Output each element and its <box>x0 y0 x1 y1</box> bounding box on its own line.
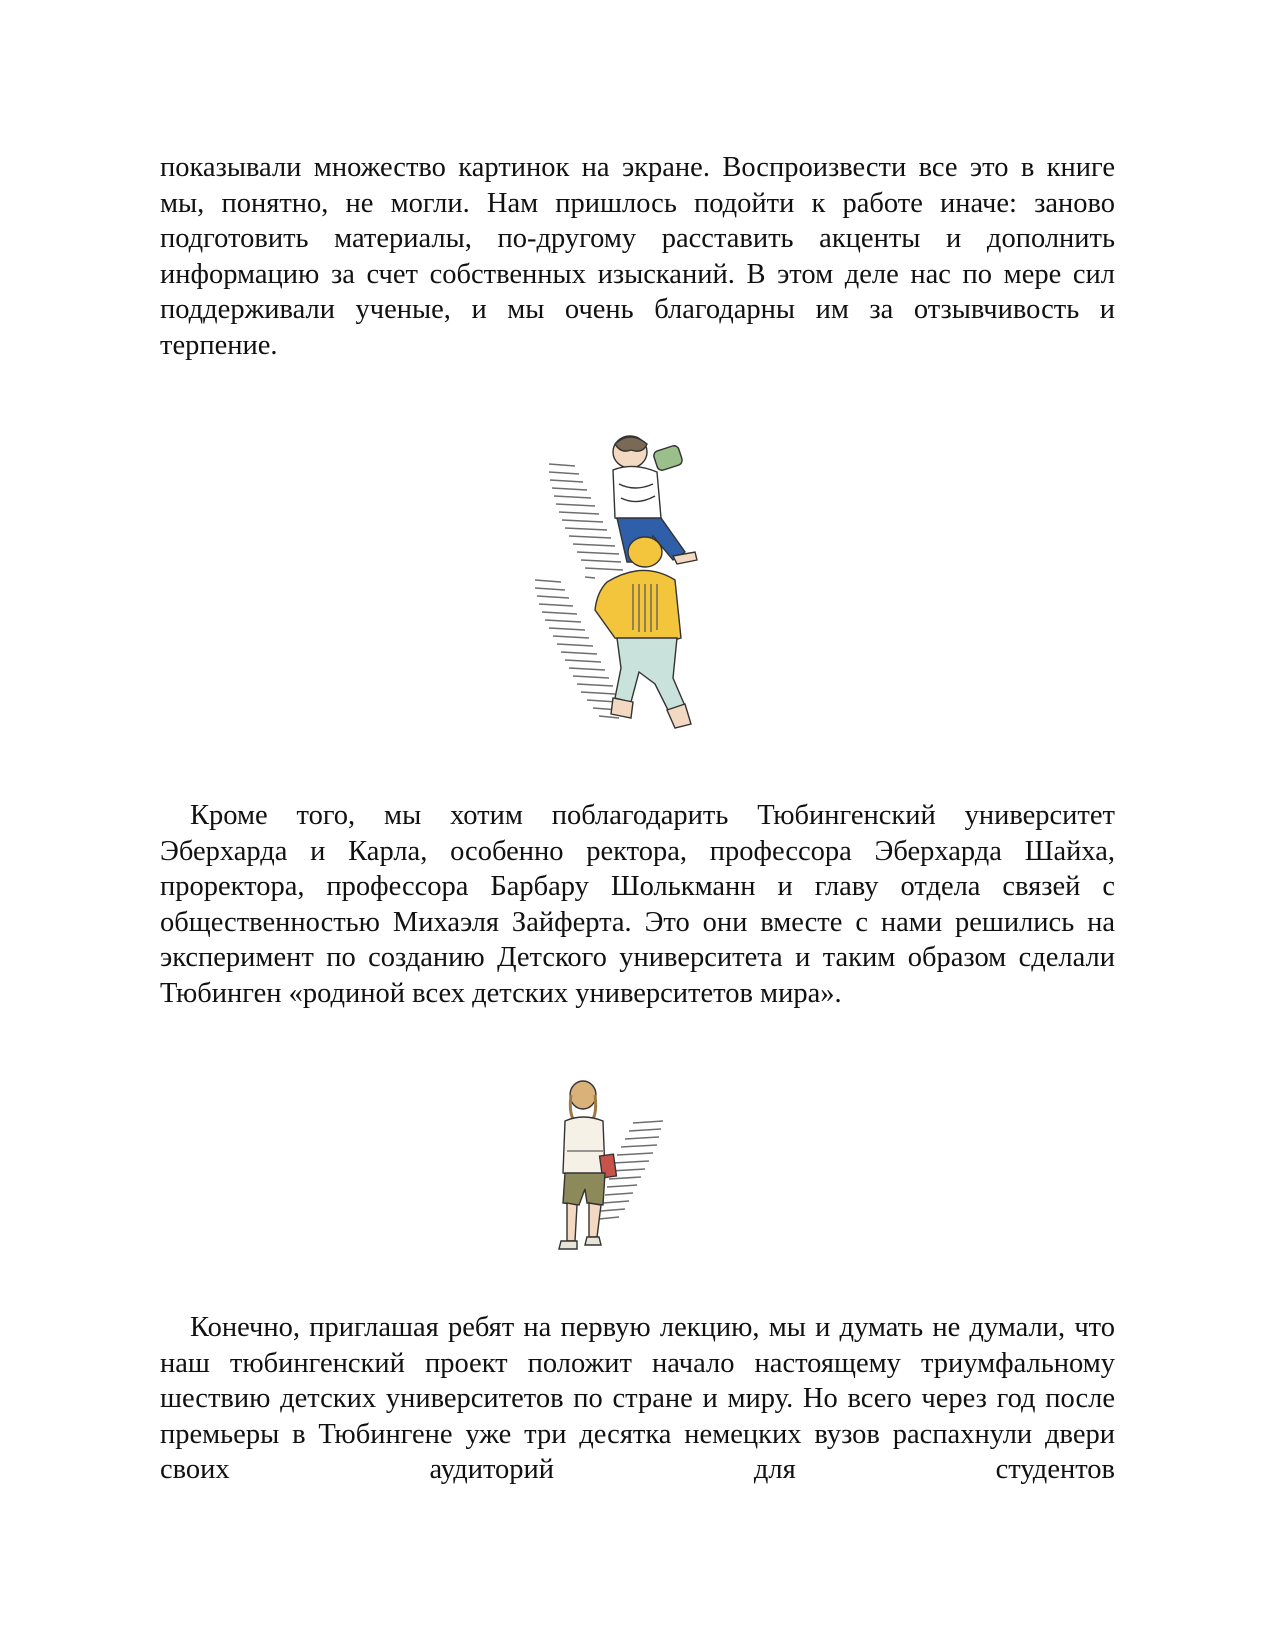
paragraph-2: Кроме того, мы хотим поблагодарить Тюбингенский университет Эберхарда и Карла, особенно ректора, профессора Эберхарда Шайха, проректора, профессора Барбару Шолькманн и главу отдела связей с общественностью Михаэля Зайферта. Это они вместе с нами решились на эксперимент по созданию Детского университета и таким образом сделали Тюбинген «родиной всех детских университетов мира». <box>160 800 1115 1009</box>
paragraph-3: Конечно, приглашая ребят на первую лекцию, мы и думать не думали, что наш тюбингенский проект положит начало настоящему триумфальному шествию детских университетов по стране и миру. Но всего через год после премьеры в Тюбингене уже три десятка немецких вузов распахнули двери своих аудиторий для студентов <box>160 1312 1115 1486</box>
two-children-running-upstairs-icon <box>535 432 735 752</box>
girl-walking-with-book-icon <box>545 1077 705 1272</box>
paragraph-1: показывали множество картинок на экране. Воспроизвести все это в книге мы, понятно, не могли. Нам пришлось подойти к работе иначе: заново подготовить материалы, по-другому расставить акценты и дополнить информацию за счет собственных изысканий. В этом деле нас по мере сил поддерживали ученые, и мы очень благодарны им за отзывчивость и терпение. <box>160 152 1115 361</box>
